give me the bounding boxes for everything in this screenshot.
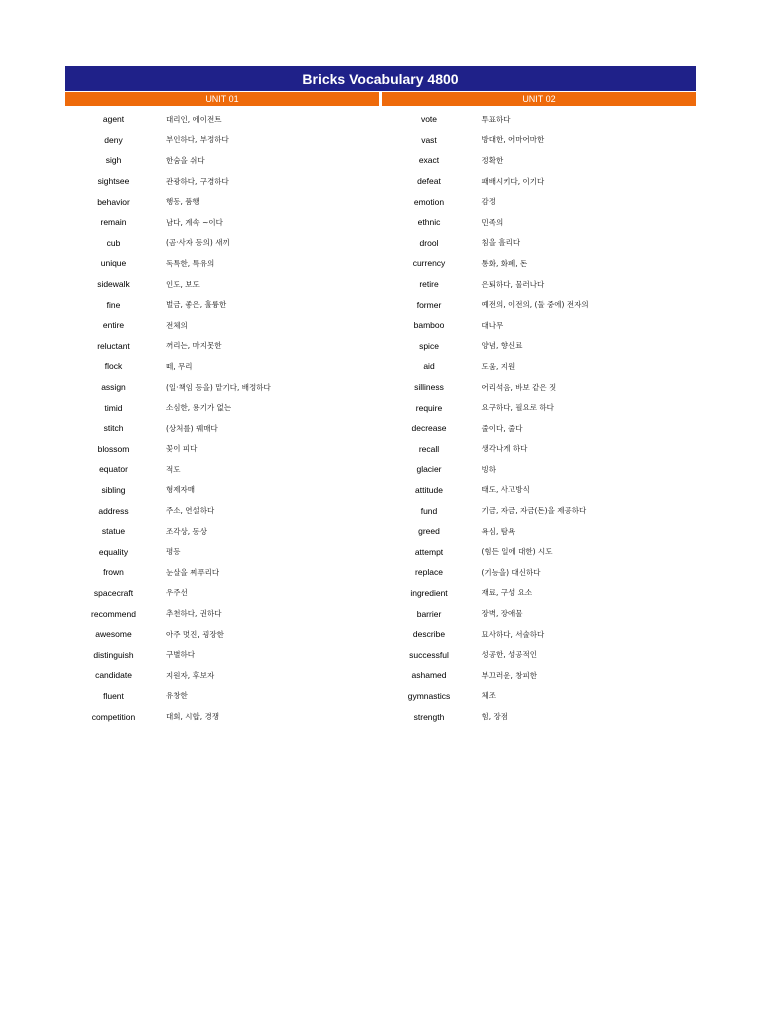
vocab-row [381, 665, 697, 686]
vocab-meaning: 도움, 지원 [481, 361, 516, 371]
vocab-meaning: 묘사하다, 서술하다 [481, 629, 545, 639]
vocab-word: timid [104, 402, 123, 413]
vocab-word: address [98, 505, 129, 516]
vocab-word: silliness [414, 382, 444, 393]
vocab-row [381, 603, 697, 624]
vocab-row [381, 356, 697, 377]
vocab-word: vote [420, 114, 438, 125]
vocab-word: unique [100, 258, 127, 269]
vocab-word: vast [421, 134, 437, 145]
sheet-title: Bricks Vocabulary 4800 [65, 66, 696, 91]
vocab-row [65, 706, 381, 727]
vocab-row [65, 562, 381, 583]
vocab-meaning: 떼, 무리 [166, 361, 193, 371]
vocab-word: behavior [97, 196, 130, 207]
vocab-word: successful [409, 649, 449, 660]
vocab-meaning: 적도 [166, 464, 181, 474]
vocab-meaning: 눈살을 찌푸리다 [166, 567, 220, 577]
vocab-row [65, 356, 381, 377]
vocab-meaning: 통화, 화폐, 돈 [481, 258, 528, 268]
vocab-row [381, 294, 697, 315]
vocab-word: strength [413, 711, 445, 722]
vocab-row [381, 418, 697, 439]
vocab-row [381, 562, 697, 583]
vocab-meaning: 아주 멋진, 굉장한 [166, 629, 224, 639]
vocab-meaning: 줄이다, 줄다 [481, 423, 523, 433]
vocab-row [381, 109, 697, 130]
vocab-row [381, 439, 697, 460]
vocab-meaning: 성공한, 성공적인 [481, 650, 537, 660]
vocab-row [65, 150, 381, 171]
vocab-word: spacecraft [93, 587, 134, 598]
vocab-meaning: (곰·사자 등의) 새끼 [166, 238, 230, 248]
vocab-meaning: 태도, 사고방식 [481, 485, 530, 495]
vocab-meaning: 투표하다 [481, 114, 511, 124]
vocab-row [65, 418, 381, 439]
vocab-word: spice [419, 340, 439, 351]
vocab-row [65, 439, 381, 460]
vocab-word: equality [98, 546, 129, 557]
vocab-row [65, 171, 381, 192]
vocab-row [381, 315, 697, 336]
vocab-word: exact [418, 155, 440, 166]
vocab-row [65, 665, 381, 686]
vocab-meaning: 부끄러운, 창피한 [481, 670, 537, 680]
vocab-meaning: 구별하다 [166, 650, 195, 660]
vocab-word: ingredient [410, 587, 448, 598]
vocab-word: sibling [101, 484, 126, 495]
vocab-word: emotion [413, 196, 445, 207]
vocab-row [381, 212, 697, 233]
vocab-meaning: 한숨을 쉬다 [166, 155, 205, 165]
vocab-row [65, 191, 381, 212]
vocab-row [381, 480, 697, 501]
vocab-row [381, 130, 697, 151]
vocabulary-columns [65, 109, 696, 727]
vocab-word: former [416, 299, 442, 310]
vocab-word: reluctant [97, 340, 130, 351]
vocab-word: defeat [417, 176, 441, 187]
vocab-meaning: 추천하다, 권하다 [166, 609, 222, 619]
unit-02-header: UNIT 02 [382, 92, 696, 106]
vocab-word: drool [419, 237, 439, 248]
vocab-meaning: 소심한, 용기가 없는 [166, 403, 232, 413]
vocab-meaning: 대리인, 에이전트 [166, 114, 222, 124]
vocab-row [65, 109, 381, 130]
vocab-row [381, 253, 697, 274]
vocab-word: retire [419, 279, 439, 290]
vocab-word: sightsee [97, 176, 130, 187]
vocab-meaning: 형제자매 [166, 485, 195, 495]
vocab-word: frown [103, 567, 124, 578]
vocab-word: flock [104, 361, 123, 372]
vocab-meaning: 평등 [166, 547, 181, 557]
vocab-row [65, 521, 381, 542]
vocab-meaning: (힘든 일에 대한) 시도 [481, 547, 553, 557]
unit-01-list [65, 109, 381, 727]
vocab-meaning: 재료, 구성 요소 [481, 588, 533, 598]
vocab-word: gymnastics [407, 690, 451, 701]
vocab-meaning: 지원자, 후보자 [166, 670, 215, 680]
vocab-row [65, 397, 381, 418]
vocab-meaning: 부인하다, 부정하다 [166, 135, 229, 145]
vocab-row [381, 233, 697, 254]
vocab-word: cub [106, 237, 121, 248]
vocab-meaning: 예전의, 이전의, (둘 중에) 전자의 [481, 300, 589, 310]
vocab-row [65, 212, 381, 233]
vocab-row [65, 336, 381, 357]
vocab-word: sigh [105, 155, 122, 166]
vocab-row [65, 377, 381, 398]
vocab-word: sidewalk [97, 279, 130, 290]
vocab-row [65, 130, 381, 151]
vocab-meaning: 조각상, 동상 [166, 526, 207, 536]
vocab-row [381, 644, 697, 665]
vocab-row [381, 541, 697, 562]
vocab-meaning: 요구하다, 필요로 하다 [481, 403, 554, 413]
vocab-word: candidate [95, 670, 132, 681]
vocab-row [381, 191, 697, 212]
vocab-meaning: 체조 [481, 691, 496, 701]
vocab-row [381, 686, 697, 707]
vocab-meaning: 장벽, 장애물 [481, 609, 523, 619]
vocab-word: decrease [411, 423, 447, 434]
vocab-meaning: 힘, 장점 [481, 712, 509, 722]
vocab-word: equator [99, 464, 128, 475]
vocab-meaning: 패배시키다, 이기다 [481, 176, 545, 186]
vocab-meaning: 독특한, 특유의 [166, 258, 215, 268]
vocab-meaning: 침을 흘리다 [481, 238, 521, 248]
vocab-row [65, 644, 381, 665]
vocab-word: aid [423, 361, 435, 372]
vocab-word: assign [101, 382, 126, 393]
vocab-word: recommend [91, 608, 136, 619]
vocab-meaning: 인도, 보도 [166, 279, 200, 289]
vocab-word: ethnic [417, 217, 441, 228]
vocab-row [65, 459, 381, 480]
vocab-row [381, 377, 697, 398]
vocab-meaning: 남다, 계속 ~이다 [166, 217, 223, 227]
vocab-row [65, 583, 381, 604]
vocab-row [381, 521, 697, 542]
vocab-word: entire [102, 320, 125, 331]
unit-header-row [65, 92, 696, 106]
vocab-word: replace [415, 567, 443, 578]
vocab-meaning: (기능을) 대신하다 [481, 567, 541, 577]
vocab-row [65, 603, 381, 624]
vocab-meaning: 감정 [481, 197, 496, 207]
vocab-row [65, 541, 381, 562]
vocab-meaning: 양념, 향신료 [481, 341, 523, 351]
vocab-meaning: 관광하다, 구경하다 [166, 176, 229, 186]
vocab-word: ashamed [411, 670, 447, 681]
vocab-word: deny [104, 134, 123, 145]
vocab-meaning: 우주선 [166, 588, 188, 598]
vocab-row [381, 706, 697, 727]
vocab-meaning: 대나무 [481, 320, 504, 330]
vocab-meaning: 기금, 자금, 자금(돈)을 제공하다 [481, 506, 587, 516]
vocab-meaning: 정확한 [481, 155, 504, 165]
vocab-row [381, 150, 697, 171]
vocab-word: awesome [95, 629, 132, 640]
vocab-meaning: 어리석음, 바보 같은 짓 [481, 382, 557, 392]
vocab-word: agent [102, 114, 125, 125]
vocab-word: bamboo [413, 320, 445, 331]
vocab-meaning: 벌금, 좋은, 훌륭한 [166, 300, 227, 310]
vocab-word: require [415, 402, 443, 413]
vocab-row [381, 459, 697, 480]
vocab-meaning: 민족의 [481, 217, 504, 227]
vocab-meaning: (상처를) 꿰매다 [166, 423, 218, 433]
vocab-meaning: (일·책임 등을) 맡기다, 배정하다 [166, 382, 271, 392]
vocab-meaning: 주소, 연설하다 [166, 506, 215, 516]
vocab-meaning: 꺼리는, 마지못한 [166, 341, 222, 351]
vocab-row [381, 171, 697, 192]
vocab-row [65, 294, 381, 315]
vocab-word: stitch [103, 423, 124, 434]
vocab-word: recall [418, 443, 440, 454]
vocab-row [381, 624, 697, 645]
vocab-word: competition [91, 711, 136, 722]
vocab-meaning: 빙하 [481, 464, 496, 474]
vocab-row [381, 583, 697, 604]
vocab-word: fund [420, 505, 438, 516]
vocab-meaning: 행동, 품행 [166, 197, 200, 207]
vocab-word: greed [418, 526, 440, 537]
vocab-row [65, 480, 381, 501]
vocab-meaning: 꽃이 피다 [166, 444, 198, 454]
vocab-row [65, 624, 381, 645]
vocab-row [65, 253, 381, 274]
vocab-row [381, 397, 697, 418]
vocabulary-sheet [65, 66, 696, 727]
vocab-meaning: 방대한, 어마어마한 [481, 135, 545, 145]
vocab-row [381, 336, 697, 357]
vocab-meaning: 욕심, 탐욕 [481, 526, 516, 536]
vocab-meaning: 생각나게 하다 [481, 444, 528, 454]
vocab-word: fine [106, 299, 121, 310]
vocab-word: distinguish [93, 649, 134, 660]
vocab-meaning: 유창한 [166, 691, 188, 701]
vocab-row [65, 315, 381, 336]
vocab-word: describe [412, 629, 446, 640]
vocab-word: blossom [97, 443, 130, 454]
vocab-row [65, 686, 381, 707]
unit-02-list [381, 109, 697, 727]
vocab-word: currency [412, 258, 446, 269]
vocab-row [65, 274, 381, 295]
vocab-meaning: 전체의 [166, 320, 188, 330]
vocab-word: fluent [103, 690, 124, 701]
vocab-word: attitude [415, 484, 443, 495]
vocab-word: glacier [416, 464, 442, 475]
vocab-row [381, 274, 697, 295]
vocab-word: remain [100, 217, 127, 228]
vocab-meaning: 대회, 시합, 경쟁 [166, 712, 220, 722]
vocab-word: statue [101, 526, 126, 537]
vocab-row [65, 233, 381, 254]
vocab-row [65, 500, 381, 521]
unit-01-header: UNIT 01 [65, 92, 379, 106]
vocab-meaning: 은퇴하다, 물러나다 [481, 279, 545, 289]
vocab-word: attempt [414, 546, 444, 557]
vocab-row [381, 500, 697, 521]
vocab-word: barrier [416, 608, 442, 619]
